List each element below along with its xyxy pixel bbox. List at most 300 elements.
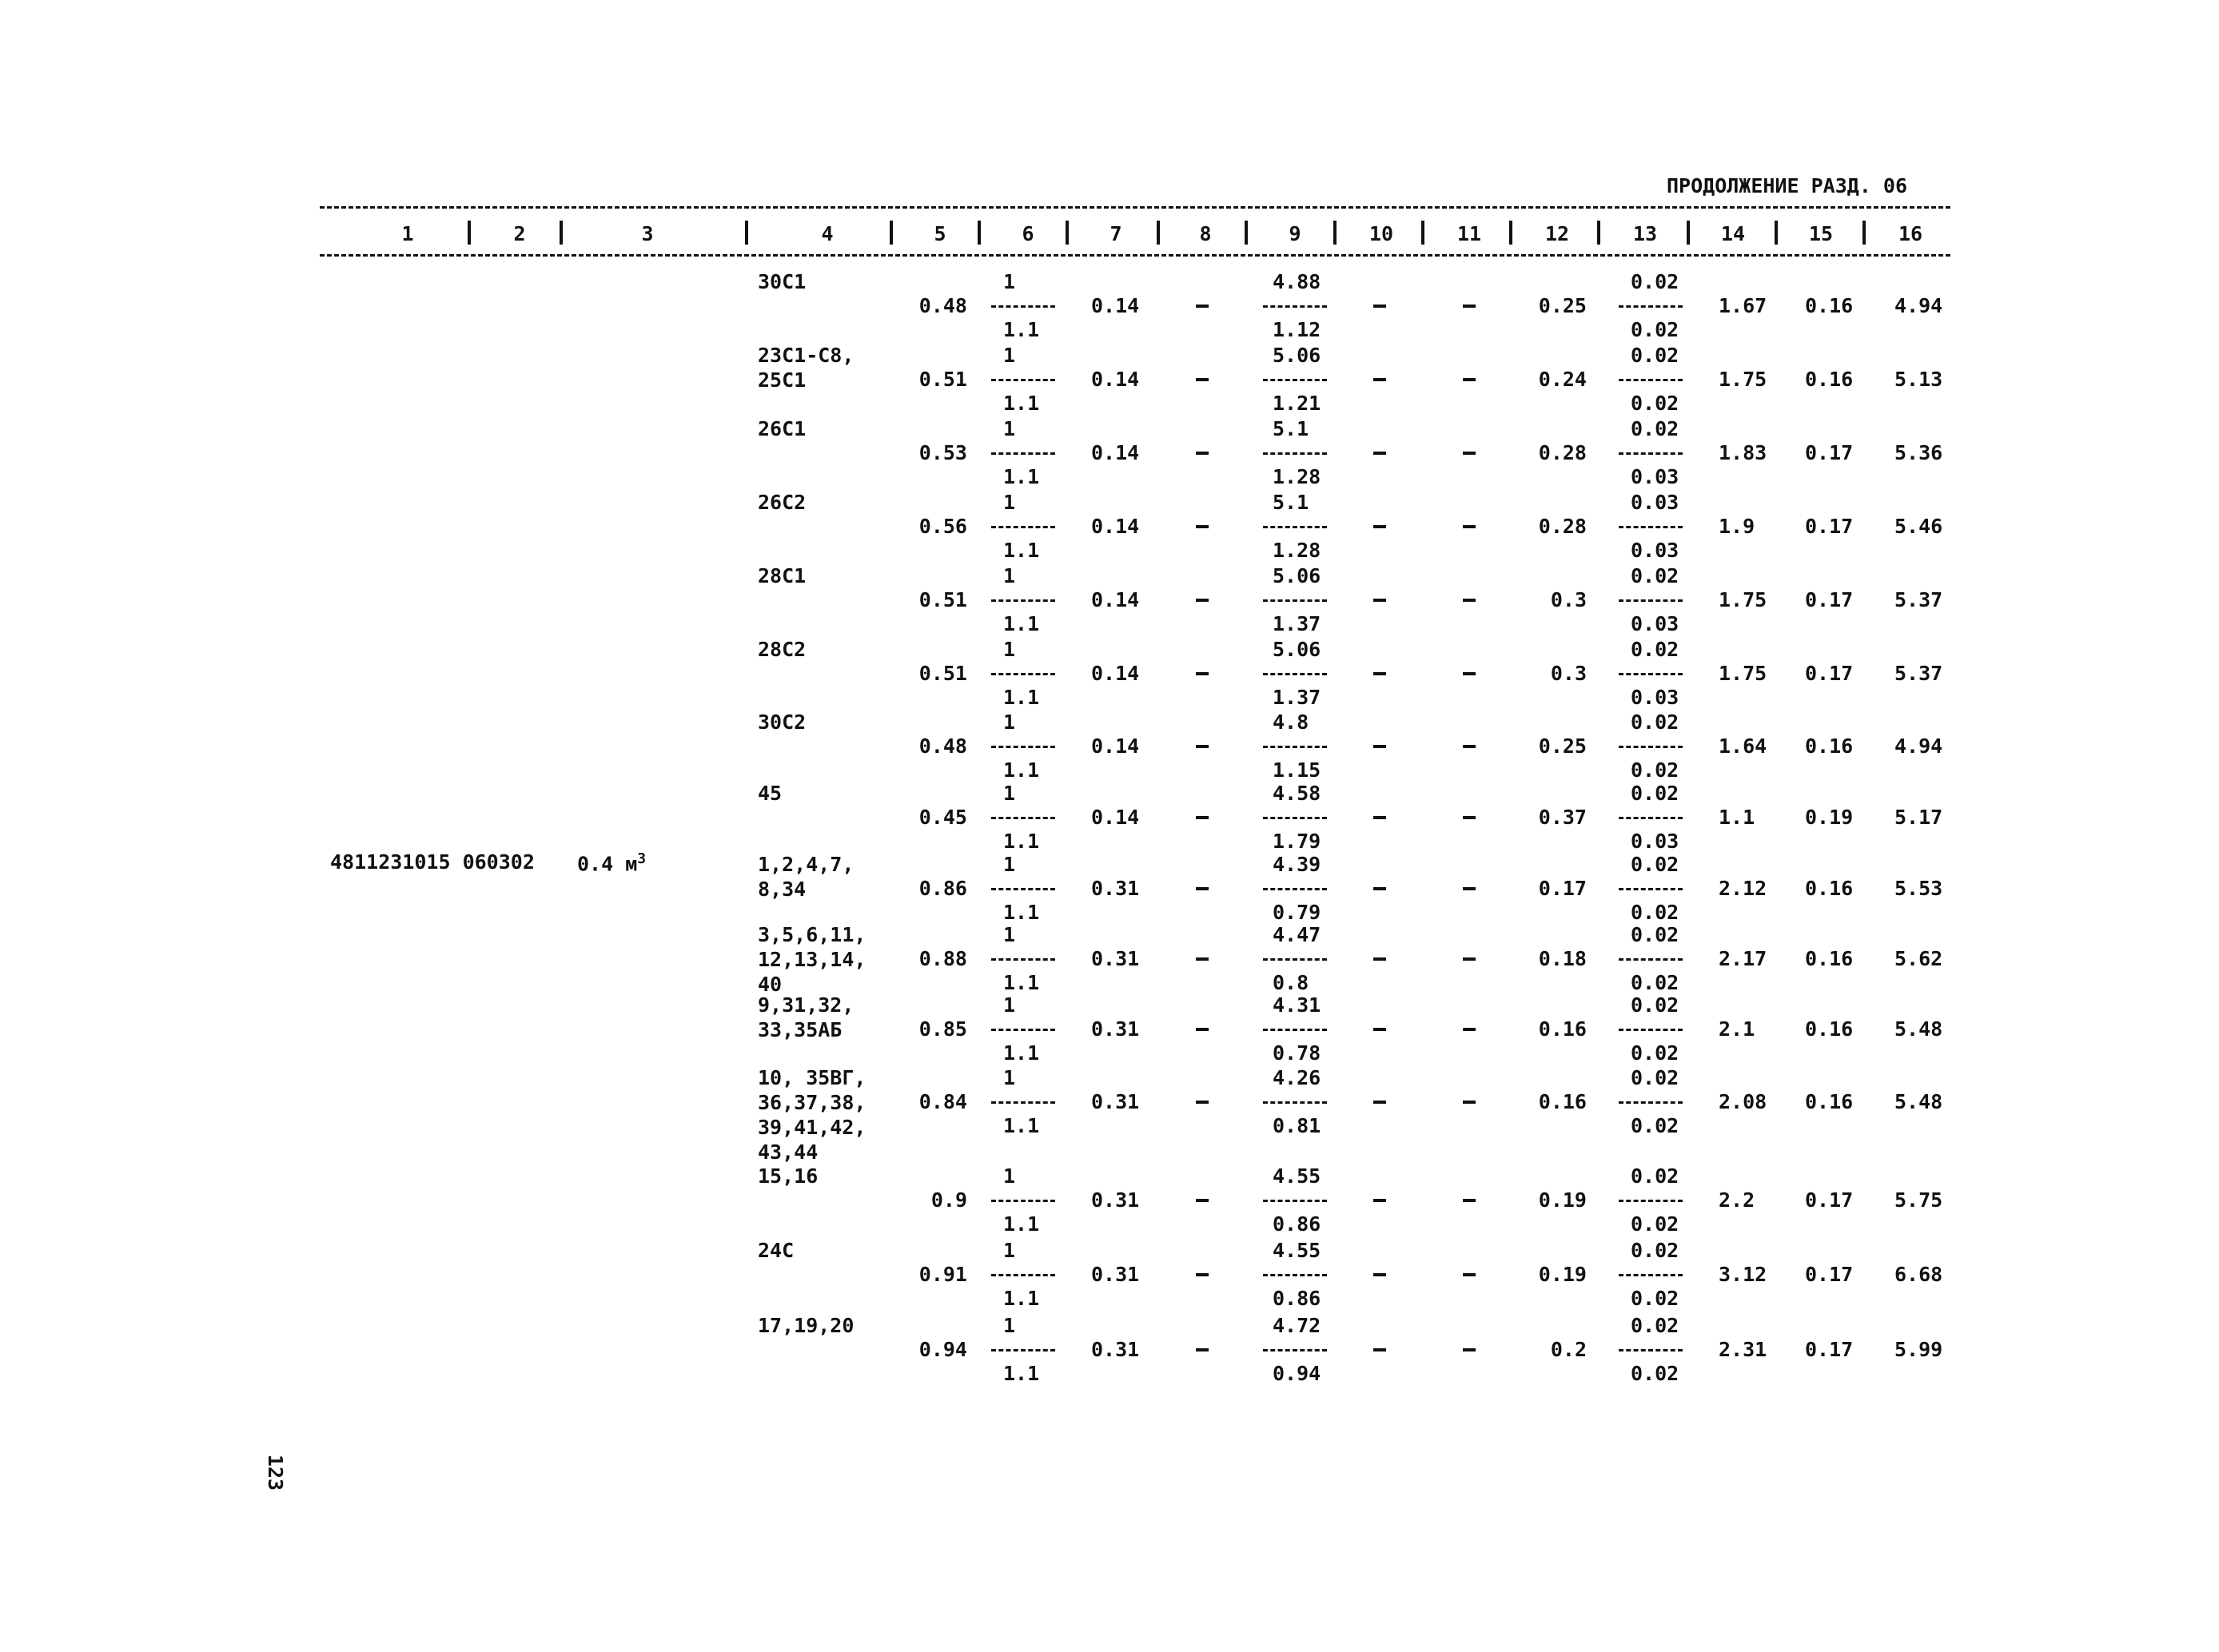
cell-col10-dash	[1373, 1199, 1386, 1202]
column-header-13: 13	[1632, 222, 1658, 245]
row-designation: 39,41,42,	[758, 1116, 866, 1139]
cell-col16: 5.37	[1894, 588, 1943, 611]
column-header-10: 10	[1368, 222, 1394, 245]
column-header-2: 2	[513, 222, 526, 245]
column-separator	[745, 221, 748, 245]
cell-col5: 0.9	[930, 1188, 967, 1212]
cell-col13-numerator: 0.02	[1631, 1239, 1679, 1262]
column-separator	[1597, 221, 1600, 245]
row-designation: 12,13,14,	[758, 948, 866, 971]
cell-col10-dash	[1373, 1028, 1386, 1031]
cell-col5: 0.85	[918, 1017, 967, 1041]
cell-col16: 5.13	[1894, 368, 1943, 391]
cell-col15: 0.17	[1805, 515, 1854, 538]
cell-col7: 0.31	[1091, 1263, 1140, 1286]
row-designation: 25С1	[758, 368, 807, 392]
cell-col5: 0.56	[918, 515, 967, 538]
fraction-line-col6	[991, 888, 1055, 890]
cell-col8-dash	[1196, 525, 1209, 528]
cell-col9-denominator: 1.28	[1273, 539, 1321, 562]
fraction-line-col6	[991, 526, 1055, 528]
cell-col12: 0.18	[1538, 947, 1587, 970]
row-designation: 28С2	[758, 638, 807, 661]
fraction-line-col13	[1619, 817, 1683, 819]
cell-col6-numerator: 1	[1003, 782, 1016, 805]
cell-col7: 0.31	[1091, 1017, 1140, 1041]
cell-col9-numerator: 4.58	[1273, 782, 1321, 805]
page-number: 123	[264, 1454, 288, 1491]
cell-col13-denominator: 0.03	[1631, 539, 1679, 562]
fraction-line-col6	[991, 379, 1055, 381]
header-top-rule	[320, 206, 1950, 209]
cell-col7: 0.14	[1091, 734, 1140, 758]
fraction-line-col9	[1263, 1274, 1327, 1276]
cell-col13-numerator: 0.02	[1631, 417, 1679, 440]
cell-col9-numerator: 4.55	[1273, 1164, 1321, 1188]
cell-col15: 0.16	[1805, 1017, 1854, 1041]
cell-col13-denominator: 0.03	[1631, 830, 1679, 853]
fraction-line-col13	[1619, 305, 1683, 308]
cell-col9-numerator: 4.47	[1273, 923, 1321, 946]
cell-col6-numerator: 1	[1003, 1314, 1016, 1337]
cell-col7: 0.31	[1091, 947, 1140, 970]
cell-col12: 0.28	[1538, 441, 1587, 464]
row-designation: 36,37,38,	[758, 1091, 866, 1114]
cell-col5: 0.91	[918, 1263, 967, 1286]
cell-col10-dash	[1373, 887, 1386, 890]
cell-col16: 5.75	[1894, 1188, 1943, 1212]
cell-col8-dash	[1196, 745, 1209, 748]
cell-col6-denominator: 1.1	[1003, 465, 1040, 488]
cell-col11-dash	[1463, 1273, 1476, 1276]
cell-col15: 0.17	[1805, 588, 1854, 611]
cell-col9-numerator: 5.06	[1273, 344, 1321, 367]
cell-col15: 0.16	[1805, 294, 1854, 317]
cell-col8-dash	[1196, 1199, 1209, 1202]
row-designation: 40	[758, 973, 783, 996]
cell-col9-denominator: 1.37	[1273, 686, 1321, 709]
cell-col16: 5.48	[1894, 1017, 1943, 1041]
cell-col12: 0.28	[1538, 515, 1587, 538]
fraction-line-col9	[1263, 599, 1327, 602]
cell-col10-dash	[1373, 672, 1386, 675]
cell-col12: 0.3	[1550, 662, 1587, 685]
cell-col13-denominator: 0.02	[1631, 1362, 1679, 1385]
fraction-line-col6	[991, 673, 1055, 675]
column-separator	[1421, 221, 1424, 245]
cell-col7: 0.14	[1091, 588, 1140, 611]
cell-col13-numerator: 0.02	[1631, 711, 1679, 734]
fraction-line-col9	[1263, 1200, 1327, 1202]
cell-col7: 0.31	[1091, 1188, 1140, 1212]
cell-col13-numerator: 0.02	[1631, 993, 1679, 1017]
row-designation: 30С2	[758, 711, 807, 734]
cell-col16: 4.94	[1894, 734, 1943, 758]
column-separator	[468, 221, 471, 245]
cell-col13-denominator: 0.03	[1631, 686, 1679, 709]
fraction-line-col9	[1263, 888, 1327, 890]
cell-col6-denominator: 1.1	[1003, 1362, 1040, 1385]
cell-col6-denominator: 1.1	[1003, 830, 1040, 853]
fraction-line-col13	[1619, 526, 1683, 528]
column-header-9: 9	[1289, 222, 1301, 245]
cell-col8-dash	[1196, 1273, 1209, 1276]
cell-col6-denominator: 1.1	[1003, 1212, 1040, 1236]
cell-col13-denominator: 0.02	[1631, 318, 1679, 341]
cell-col12: 0.19	[1538, 1188, 1587, 1212]
column-header-8: 8	[1199, 222, 1212, 245]
cell-col12: 0.16	[1538, 1090, 1587, 1113]
column-header-1: 1	[401, 222, 414, 245]
cell-col13-denominator: 0.03	[1631, 465, 1679, 488]
cell-col13-numerator: 0.02	[1631, 344, 1679, 367]
cell-col9-numerator: 5.1	[1273, 417, 1309, 440]
cell-col11-dash	[1463, 452, 1476, 455]
fraction-line-col9	[1263, 746, 1327, 748]
column-separator	[1509, 221, 1512, 245]
cell-col11-dash	[1463, 887, 1476, 890]
cell-col6-numerator: 1	[1003, 344, 1016, 367]
cell-col9-numerator: 4.39	[1273, 853, 1321, 876]
cell-col7: 0.31	[1091, 877, 1140, 900]
fraction-line-col9	[1263, 958, 1327, 961]
cell-col12: 0.37	[1538, 806, 1587, 829]
cell-col9-denominator: 0.78	[1273, 1041, 1321, 1065]
cell-col13-denominator: 0.02	[1631, 758, 1679, 782]
row-designation: 17,19,20	[758, 1314, 855, 1337]
column-header-5: 5	[934, 222, 946, 245]
cell-col5: 0.88	[918, 947, 967, 970]
row-designation: 9,31,32,	[758, 993, 855, 1017]
cell-col6-numerator: 1	[1003, 923, 1016, 946]
cell-col6-numerator: 1	[1003, 711, 1016, 734]
cell-col15: 0.16	[1805, 734, 1854, 758]
cell-col15: 0.16	[1805, 877, 1854, 900]
cell-col9-numerator: 5.06	[1273, 638, 1321, 661]
column-header-15: 15	[1808, 222, 1834, 245]
cell-col11-dash	[1463, 1199, 1476, 1202]
cell-col13-denominator: 0.02	[1631, 1212, 1679, 1236]
cell-col6-denominator: 1.1	[1003, 1041, 1040, 1065]
cell-col15: 0.17	[1805, 1338, 1854, 1361]
cell-col11-dash	[1463, 816, 1476, 819]
cell-col10-dash	[1373, 816, 1386, 819]
column-header-6: 6	[1022, 222, 1034, 245]
cell-col14: 3.12	[1719, 1263, 1767, 1286]
cell-col6-numerator: 1	[1003, 564, 1016, 587]
cell-col11-dash	[1463, 745, 1476, 748]
cell-col8-dash	[1196, 1101, 1209, 1104]
cell-col5: 0.48	[918, 734, 967, 758]
cell-col10-dash	[1373, 305, 1386, 308]
cell-col9-numerator: 4.31	[1273, 993, 1321, 1017]
fraction-line-col13	[1619, 958, 1683, 961]
fraction-line-col9	[1263, 1349, 1327, 1351]
fraction-line-col9	[1263, 673, 1327, 675]
cell-col16: 5.62	[1894, 947, 1943, 970]
fraction-line-col6	[991, 1029, 1055, 1031]
cell-col9-denominator: 0.79	[1273, 901, 1321, 924]
cell-col16: 5.36	[1894, 441, 1943, 464]
fraction-line-col13	[1619, 1029, 1683, 1031]
fraction-line-col6	[991, 1200, 1055, 1202]
cell-col5: 0.48	[918, 294, 967, 317]
cell-col13-denominator: 0.02	[1631, 1114, 1679, 1137]
fraction-line-col13	[1619, 1200, 1683, 1202]
cell-col13-numerator: 0.03	[1631, 491, 1679, 514]
cell-col9-denominator: 1.21	[1273, 392, 1321, 415]
cell-col6-numerator: 1	[1003, 638, 1016, 661]
cell-col11-dash	[1463, 957, 1476, 961]
cell-col9-denominator: 0.8	[1273, 971, 1309, 994]
column-header-7: 7	[1110, 222, 1122, 245]
cell-col11-dash	[1463, 1348, 1476, 1351]
row-designation: 10, 35ВГ,	[758, 1066, 866, 1089]
cell-col10-dash	[1373, 1101, 1386, 1104]
cell-col8-dash	[1196, 816, 1209, 819]
fraction-line-col13	[1619, 673, 1683, 675]
cell-col14: 2.12	[1719, 877, 1767, 900]
cell-col6-denominator: 1.1	[1003, 901, 1040, 924]
cell-col11-dash	[1463, 525, 1476, 528]
column-header-14: 14	[1720, 222, 1746, 245]
row-designation: 33,35АБ	[758, 1018, 843, 1041]
cell-col10-dash	[1373, 1348, 1386, 1351]
row-designation: 23С1-С8,	[758, 344, 855, 367]
group-volume: 0.4 $м^3$	[577, 850, 647, 876]
cell-col6-denominator: 1.1	[1003, 392, 1040, 415]
fraction-line-col13	[1619, 452, 1683, 455]
cell-col10-dash	[1373, 452, 1386, 455]
cell-col5: 0.45	[918, 806, 967, 829]
cell-col13-numerator: 0.02	[1631, 853, 1679, 876]
cell-col10-dash	[1373, 1273, 1386, 1276]
column-separator	[890, 221, 893, 245]
column-header-12: 12	[1544, 222, 1570, 245]
group-code: 4811231015 060302	[330, 850, 535, 874]
cell-col6-numerator: 1	[1003, 1164, 1016, 1188]
cell-col5: 0.84	[918, 1090, 967, 1113]
cell-col12: 0.24	[1538, 368, 1587, 391]
cell-col6-denominator: 1.1	[1003, 539, 1040, 562]
cell-col9-numerator: 5.06	[1273, 564, 1321, 587]
fraction-line-col9	[1263, 452, 1327, 455]
cell-col6-denominator: 1.1	[1003, 686, 1040, 709]
cell-col13-denominator: 0.02	[1631, 971, 1679, 994]
cell-col10-dash	[1373, 378, 1386, 381]
fraction-line-col13	[1619, 1349, 1683, 1351]
column-header-16: 16	[1898, 222, 1923, 245]
row-designation: 26С2	[758, 491, 807, 514]
cell-col5: 0.94	[918, 1338, 967, 1361]
cell-col5: 0.51	[918, 368, 967, 391]
row-designation: 24С	[758, 1239, 795, 1262]
cell-col14: 2.17	[1719, 947, 1767, 970]
fraction-line-col6	[991, 746, 1055, 748]
cell-col15: 0.16	[1805, 1090, 1854, 1113]
cell-col14: 2.2	[1719, 1188, 1755, 1212]
cell-col14: 2.1	[1719, 1017, 1755, 1041]
cell-col12: 0.25	[1538, 734, 1587, 758]
cell-col14: 1.64	[1719, 734, 1767, 758]
cell-col12: 0.2	[1550, 1338, 1587, 1361]
fraction-line-col9	[1263, 379, 1327, 381]
cell-col11-dash	[1463, 1101, 1476, 1104]
fraction-line-col6	[991, 1349, 1055, 1351]
fraction-line-col6	[991, 1274, 1055, 1276]
row-designation: 15,16	[758, 1164, 819, 1188]
cell-col14: 2.08	[1719, 1090, 1767, 1113]
fraction-line-col9	[1263, 305, 1327, 308]
fraction-line-col9	[1263, 526, 1327, 528]
section-caption: ПРОДОЛЖЕНИЕ РАЗД. 06	[1667, 174, 1908, 197]
cell-col7: 0.14	[1091, 441, 1140, 464]
cell-col7: 0.14	[1091, 806, 1140, 829]
fraction-line-col6	[991, 817, 1055, 819]
cell-col6-numerator: 1	[1003, 270, 1016, 293]
column-separator	[1775, 221, 1778, 245]
cell-col8-dash	[1196, 672, 1209, 675]
cell-col6-numerator: 1	[1003, 1239, 1016, 1262]
column-header-11: 11	[1456, 222, 1482, 245]
cell-col9-denominator: 0.81	[1273, 1114, 1321, 1137]
fraction-line-col6	[991, 452, 1055, 455]
cell-col6-denominator: 1.1	[1003, 758, 1040, 782]
cell-col13-denominator: 0.03	[1631, 612, 1679, 635]
cell-col14: 1.75	[1719, 368, 1767, 391]
row-designation: 45	[758, 782, 783, 805]
cell-col14: 1.67	[1719, 294, 1767, 317]
column-header-4: 4	[821, 222, 834, 245]
cell-col16: 4.94	[1894, 294, 1943, 317]
cell-col9-denominator: 1.37	[1273, 612, 1321, 635]
cell-col10-dash	[1373, 599, 1386, 602]
fraction-line-col6	[991, 958, 1055, 961]
column-separator	[1862, 221, 1866, 245]
cell-col13-denominator: 0.02	[1631, 392, 1679, 415]
fraction-line-col6	[991, 305, 1055, 308]
fraction-line-col13	[1619, 888, 1683, 890]
cell-col6-denominator: 1.1	[1003, 1114, 1040, 1137]
cell-col8-dash	[1196, 378, 1209, 381]
cell-col12: 0.3	[1550, 588, 1587, 611]
cell-col9-denominator: 1.79	[1273, 830, 1321, 853]
cell-col6-denominator: 1.1	[1003, 318, 1040, 341]
cell-col6-numerator: 1	[1003, 491, 1016, 514]
cell-col9-numerator: 4.26	[1273, 1066, 1321, 1089]
cell-col13-numerator: 0.02	[1631, 638, 1679, 661]
cell-col13-denominator: 0.02	[1631, 901, 1679, 924]
fraction-line-col13	[1619, 379, 1683, 381]
row-designation: 30С1	[758, 270, 807, 293]
cell-col15: 0.17	[1805, 441, 1854, 464]
fraction-line-col13	[1619, 1101, 1683, 1104]
cell-col7: 0.14	[1091, 515, 1140, 538]
cell-col13-numerator: 0.02	[1631, 1164, 1679, 1188]
cell-col16: 5.37	[1894, 662, 1943, 685]
cell-col8-dash	[1196, 305, 1209, 308]
row-designation: 43,44	[758, 1140, 819, 1164]
cell-col16: 5.53	[1894, 877, 1943, 900]
cell-col10-dash	[1373, 957, 1386, 961]
column-header-3: 3	[641, 222, 654, 245]
cell-col8-dash	[1196, 1028, 1209, 1031]
cell-col15: 0.17	[1805, 1263, 1854, 1286]
cell-col9-numerator: 4.8	[1273, 711, 1309, 734]
cell-col15: 0.17	[1805, 662, 1854, 685]
cell-col5: 0.86	[918, 877, 967, 900]
row-designation: 8,34	[758, 878, 807, 901]
cell-col9-numerator: 4.88	[1273, 270, 1321, 293]
cell-col13-denominator: 0.02	[1631, 1287, 1679, 1310]
cell-col6-numerator: 1	[1003, 417, 1016, 440]
cell-col8-dash	[1196, 452, 1209, 455]
cell-col15: 0.16	[1805, 947, 1854, 970]
cell-col9-denominator: 1.12	[1273, 318, 1321, 341]
cell-col9-denominator: 1.28	[1273, 465, 1321, 488]
fraction-line-col6	[991, 599, 1055, 602]
cell-col9-denominator: 0.94	[1273, 1362, 1321, 1385]
cell-col15: 0.16	[1805, 368, 1854, 391]
cell-col16: 6.68	[1894, 1263, 1943, 1286]
cell-col15: 0.19	[1805, 806, 1854, 829]
fraction-line-col9	[1263, 1101, 1327, 1104]
column-separator	[1245, 221, 1248, 245]
column-separator	[978, 221, 981, 245]
cell-col7: 0.31	[1091, 1338, 1140, 1361]
fraction-line-col6	[991, 1101, 1055, 1104]
cell-col13-numerator: 0.02	[1631, 782, 1679, 805]
cell-col11-dash	[1463, 1028, 1476, 1031]
header-bottom-rule	[320, 254, 1950, 257]
cell-col8-dash	[1196, 887, 1209, 890]
row-designation: 26С1	[758, 417, 807, 440]
cell-col5: 0.51	[918, 588, 967, 611]
cell-col12: 0.17	[1538, 877, 1587, 900]
cell-col13-numerator: 0.02	[1631, 923, 1679, 946]
cell-col16: 5.48	[1894, 1090, 1943, 1113]
cell-col14: 1.75	[1719, 588, 1767, 611]
cell-col14: 1.83	[1719, 441, 1767, 464]
cell-col11-dash	[1463, 378, 1476, 381]
cell-col6-numerator: 1	[1003, 853, 1016, 876]
cell-col9-numerator: 4.55	[1273, 1239, 1321, 1262]
row-designation: 1,2,4,7,	[758, 853, 855, 876]
cell-col6-numerator: 1	[1003, 1066, 1016, 1089]
fraction-line-col13	[1619, 599, 1683, 602]
cell-col13-denominator: 0.02	[1631, 1041, 1679, 1065]
cell-col8-dash	[1196, 599, 1209, 602]
cell-col10-dash	[1373, 525, 1386, 528]
cell-col14: 1.75	[1719, 662, 1767, 685]
column-separator	[560, 221, 563, 245]
cell-col14: 1.9	[1719, 515, 1755, 538]
cell-col15: 0.17	[1805, 1188, 1854, 1212]
cell-col5: 0.51	[918, 662, 967, 685]
row-designation: 3,5,6,11,	[758, 923, 866, 946]
cell-col6-denominator: 1.1	[1003, 971, 1040, 994]
cell-col8-dash	[1196, 1348, 1209, 1351]
cell-col6-denominator: 1.1	[1003, 1287, 1040, 1310]
fraction-line-col9	[1263, 1029, 1327, 1031]
cell-col16: 5.99	[1894, 1338, 1943, 1361]
cell-col13-numerator: 0.02	[1631, 1066, 1679, 1089]
cell-col14: 1.1	[1719, 806, 1755, 829]
column-separator	[1066, 221, 1069, 245]
cell-col7: 0.14	[1091, 662, 1140, 685]
column-separator	[1687, 221, 1690, 245]
cell-col9-denominator: 0.86	[1273, 1212, 1321, 1236]
